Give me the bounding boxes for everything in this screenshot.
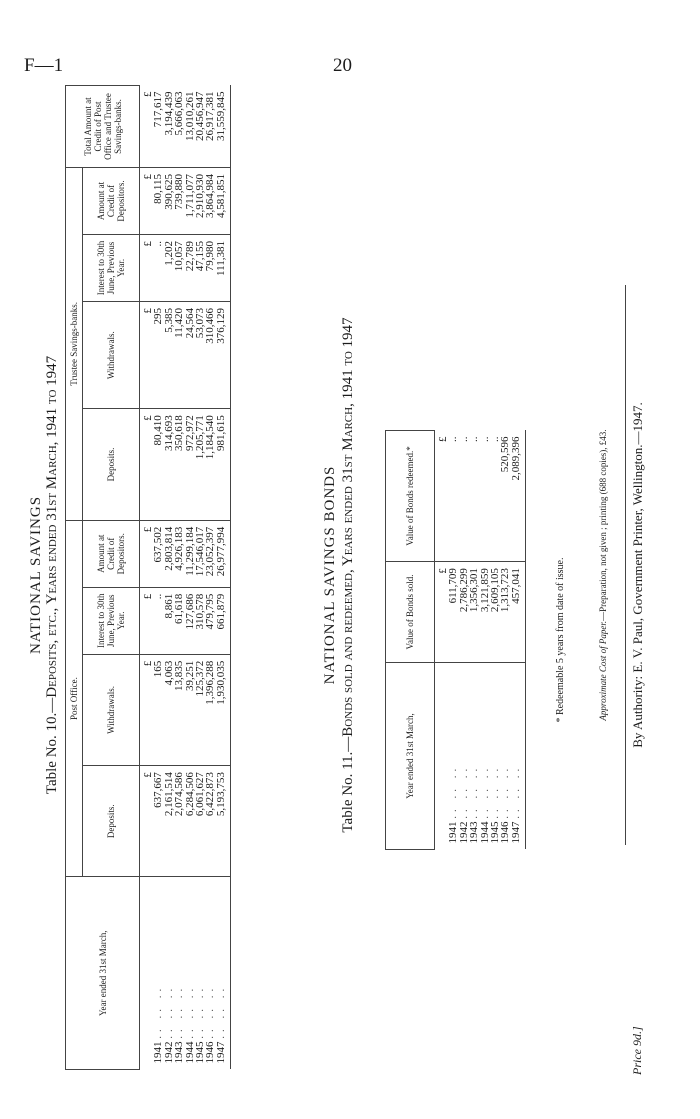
- cost-label: Approximate Cost of Paper.: [598, 620, 608, 721]
- cell: 1,711,077: [185, 168, 195, 235]
- cell: 20,456,947: [195, 86, 205, 168]
- col-total: Total Amount at Credit of Post Office and Trustee Savings-banks.: [66, 86, 140, 168]
- table10-title: [44, 75, 61, 1075]
- table-row: 1945 .. .. .. 6,061,627 125,372 310,578 17,546,017 1,205,771 53,073 47,155 2,910,930 20,456,947: [195, 86, 205, 1070]
- page-number: 20: [333, 55, 352, 76]
- cell: 2,803,814: [164, 520, 174, 587]
- cell: 479,795: [205, 587, 215, 654]
- table-11-bonds: [385, 430, 526, 850]
- cell: 13,835: [174, 654, 184, 765]
- col-po-amount: Amount at Credit of Depositors.: [83, 520, 140, 587]
- year-cell: 1941: [152, 1041, 165, 1064]
- cell: 3,194,439: [164, 86, 174, 168]
- cell: 314,693: [164, 409, 174, 520]
- table11-title-text: Bonds sold and redeemed, Years ended 31st March, 1941 to 1947: [340, 317, 356, 737]
- cell: 972,972: [185, 409, 195, 520]
- rotated-page-content: [30, 75, 670, 1075]
- col-bonds-sold: Value of Bonds sold.: [386, 562, 435, 663]
- cell: 376,129: [216, 302, 231, 409]
- table-row: 1946 .. .. .. 6,422,873 1,396,288 479,795 23,052,397 1,184,540 310,466 79,980 3,864,984 26,917,381: [205, 86, 215, 1070]
- cell: 1,313,723: [500, 562, 510, 663]
- cell: 6,422,873: [205, 766, 215, 877]
- year-cell: 1943: [173, 1041, 186, 1064]
- col-ts-amount: Amount at Credit of Depositors.: [83, 168, 140, 235]
- table-row: 1943 .. .. .. 2,074,586 13,835 61,618 4,926,183 350,618 11,420 10,057 739,880 5,666,063: [174, 86, 184, 1070]
- cell: 31,559,845: [216, 86, 231, 168]
- table-row: 1941 .. .. .. 637,667 165 .. 637,502 80,410 295 .. 80,115 717,617: [153, 86, 163, 1070]
- cell: 1,356,301: [469, 562, 479, 663]
- table-row: 1944 .. .. .. 3,121,859 ..: [480, 431, 490, 850]
- cell: 79,980: [205, 235, 215, 302]
- currency-symbol: £: [140, 302, 154, 409]
- year-cell: 1944: [183, 1041, 196, 1064]
- cell: 310,578: [195, 587, 205, 654]
- table-row: 1943 .. .. .. 1,356,301 ..: [469, 431, 479, 850]
- currency-symbol: £: [140, 587, 154, 654]
- cell: 26,977,994: [216, 520, 231, 587]
- cell: 2,074,586: [174, 766, 184, 877]
- table-row: 1947 .. .. .. 457,041 2,089,396: [511, 431, 526, 850]
- cell: 17,546,017: [195, 520, 205, 587]
- group-trustee-savings-banks: Trustee Savings-banks.: [66, 168, 83, 521]
- cell: 2,910,930: [195, 168, 205, 235]
- year-cell: 1941: [447, 821, 460, 844]
- authority-line: By Authority: E. V. Paul, Government Printer, Wellington.—1947.: [630, 402, 645, 748]
- year-cell: 1947: [509, 821, 522, 844]
- cell: 8,861: [164, 587, 174, 654]
- col-ts-withdrawals: Withdrawals.: [83, 302, 140, 409]
- table11-footnote: * Redeemable 5 years from date of issue.: [555, 557, 566, 723]
- cell: 13,010,261: [185, 86, 195, 168]
- footer-rule: [625, 285, 626, 845]
- year-cell: 1947: [214, 1041, 227, 1064]
- year-cell: 1942: [162, 1041, 175, 1064]
- cell: ..: [153, 235, 163, 302]
- cell: 5,193,753: [216, 766, 231, 877]
- cell: 53,073: [195, 302, 205, 409]
- cell: 295: [153, 302, 163, 409]
- cell: 5,666,063: [174, 86, 184, 168]
- cell: 6,061,627: [195, 766, 205, 877]
- table-row: 1947 .. .. .. 5,193,753 1,930,035 661,879 26,977,994 981,615 376,129 111,381 4,581,851 31,559,845: [216, 86, 231, 1070]
- currency-row: [435, 431, 449, 850]
- table-10-deposits: [65, 85, 231, 1070]
- col-year: Year ended 31st March,: [66, 877, 140, 1070]
- table-row: 1942 .. .. .. 2,161,514 4,063 8,861 2,803,814 314,693 5,385 1,202 390,625 3,194,439: [164, 86, 174, 1070]
- cell: 61,618: [174, 587, 184, 654]
- table11-title-prefix: Table No. 11.—: [340, 736, 356, 833]
- cell: 3,864,984: [205, 168, 215, 235]
- currency-symbol: £: [140, 168, 154, 235]
- cell: ..: [469, 431, 479, 562]
- cell: 39,251: [185, 654, 195, 765]
- year-cell: 1944: [478, 821, 491, 844]
- cell: 1,205,771: [195, 409, 205, 520]
- year-cell: 1945: [194, 1041, 207, 1064]
- cell: 457,041: [511, 562, 526, 663]
- cell: 6,284,506: [185, 766, 195, 877]
- col-bonds-redeemed: Value of Bonds redeemed.*: [386, 431, 435, 562]
- col-po-deposits: Deposits.: [83, 766, 140, 877]
- cell: 24,564: [185, 302, 195, 409]
- cell: 4,581,851: [216, 168, 231, 235]
- cell: 4,063: [164, 654, 174, 765]
- cell: 611,709: [448, 562, 458, 663]
- currency-symbol: £: [435, 562, 449, 663]
- year-cell: 1945: [489, 821, 502, 844]
- year-cell: 1943: [468, 821, 481, 844]
- cell: 80,410: [153, 409, 163, 520]
- table10-title-text: Deposits, etc., Years ended 31st March, 1941 to 1947: [44, 355, 60, 698]
- cell: 1,202: [164, 235, 174, 302]
- col-year: Year ended 31st March,: [386, 663, 435, 850]
- currency-symbol: £: [435, 431, 449, 562]
- price: Price 9d.]: [630, 1026, 644, 1075]
- year-cell: 1942: [457, 821, 470, 844]
- cell: ..: [153, 587, 163, 654]
- col-po-interest: Interest to 30th June, Previous Year.: [83, 587, 140, 654]
- cell: 981,615: [216, 409, 231, 520]
- cell: 2,609,105: [490, 562, 500, 663]
- cell: 10,057: [174, 235, 184, 302]
- table-row: 1942 .. .. .. 2,786,299 ..: [459, 431, 469, 850]
- cell: 1,930,035: [216, 654, 231, 765]
- cell: 637,667: [153, 766, 163, 877]
- cell: 22,789: [185, 235, 195, 302]
- col-ts-interest: Interest to 30th June, Previous Year.: [83, 235, 140, 302]
- table-row: 1945 .. .. .. 2,609,105 ..: [490, 431, 500, 850]
- currency-row: [140, 86, 154, 1070]
- cost-text: —Preparation, not given ; printing (688 copies), £43.: [598, 429, 608, 621]
- currency-symbol: £: [140, 235, 154, 302]
- cell: ..: [459, 431, 469, 562]
- cell: 125,372: [195, 654, 205, 765]
- cell: 310,466: [205, 302, 215, 409]
- table-row: 1941 .. .. .. 611,709 ..: [448, 431, 458, 850]
- table10-title-prefix: Table No. 10.—: [44, 697, 60, 795]
- cell: 390,625: [164, 168, 174, 235]
- col-po-withdrawals: Withdrawals.: [83, 654, 140, 765]
- year-cell: 1946: [499, 821, 512, 844]
- currency-symbol: £: [140, 86, 154, 168]
- currency-symbol: £: [140, 409, 154, 520]
- table-row: 1944 .. .. .. 6,284,506 39,251 127,686 11,299,184 972,972 24,564 22,789 1,711,077 13,010,261: [185, 86, 195, 1070]
- cell: ..: [490, 431, 500, 562]
- cell: 3,121,859: [480, 562, 490, 663]
- cell: 2,161,514: [164, 766, 174, 877]
- cell: 717,617: [153, 86, 163, 168]
- cell: 2,089,396: [511, 431, 526, 562]
- cell: 80,115: [153, 168, 163, 235]
- cell: ..: [480, 431, 490, 562]
- currency-symbol: £: [140, 520, 154, 587]
- cell: 1,396,288: [205, 654, 215, 765]
- table11-title: [340, 270, 357, 880]
- cell: 26,917,381: [205, 86, 215, 168]
- cell: 2,786,299: [459, 562, 469, 663]
- cell: 637,502: [153, 520, 163, 587]
- cell: 11,420: [174, 302, 184, 409]
- section1-heading: NATIONAL SAVINGS: [28, 495, 44, 655]
- cell: 4,926,183: [174, 520, 184, 587]
- cell: 5,385: [164, 302, 174, 409]
- currency-symbol: £: [140, 766, 154, 877]
- cell: 47,155: [195, 235, 205, 302]
- cost-note: [598, 295, 608, 855]
- col-ts-deposits: Deposits.: [83, 409, 140, 520]
- cell: 520,596: [500, 431, 510, 562]
- group-post-office: Post Office.: [66, 520, 83, 877]
- page-section-code: F—1: [24, 55, 64, 76]
- table-row: 1946 .. .. .. 1,313,723 520,596: [500, 431, 510, 850]
- cell: 11,299,184: [185, 520, 195, 587]
- currency-symbol: £: [140, 654, 154, 765]
- section2-heading: NATIONAL SAVINGS BONDS: [322, 465, 338, 685]
- cell: ..: [448, 431, 458, 562]
- cell: 350,618: [174, 409, 184, 520]
- cell: 23,052,397: [205, 520, 215, 587]
- cell: 127,686: [185, 587, 195, 654]
- cell: 165: [153, 654, 163, 765]
- cell: 739,880: [174, 168, 184, 235]
- cell: 1,184,540: [205, 409, 215, 520]
- cell: 111,381: [216, 235, 231, 302]
- cell: 661,879: [216, 587, 231, 654]
- year-cell: 1946: [204, 1041, 217, 1064]
